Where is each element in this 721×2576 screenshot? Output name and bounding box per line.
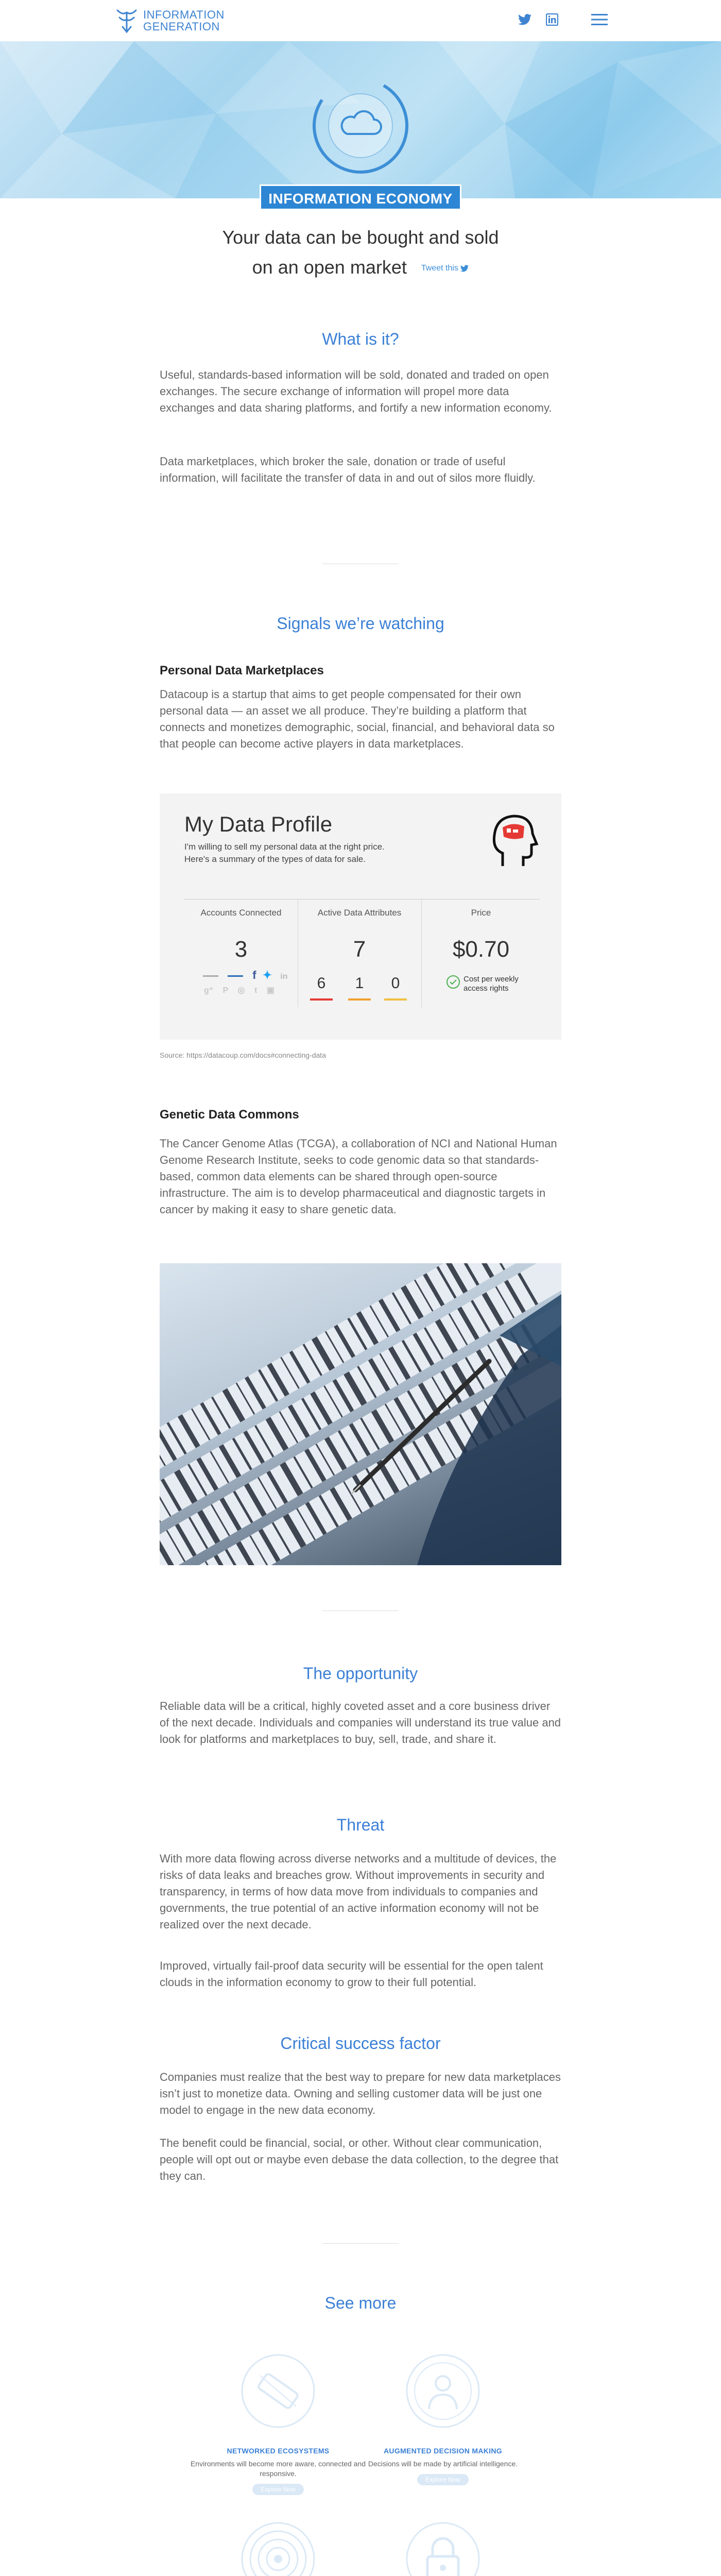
logo-mark-icon bbox=[114, 6, 139, 35]
connected-device-icon bbox=[239, 2352, 317, 2430]
csf-paragraph-1: Companies must realize that the best way to prepare for new data marketplaces isn’t just to monetize data. Owning and selling customer data will be just one model to engage in the new data economy. bbox=[160, 2071, 561, 2116]
price-label: Price bbox=[471, 908, 491, 918]
price-value: $0.70 bbox=[452, 937, 510, 962]
bank-icon bbox=[228, 975, 243, 977]
opportunity-heading: The opportunity bbox=[303, 1664, 418, 1683]
paypal-icon bbox=[203, 975, 218, 977]
twitter-icon[interactable] bbox=[518, 14, 531, 28]
what-paragraph-1: Useful, standards-based information will be sold, donated and traded on open exchanges. The secure exchange of information will propel more data exchanges and data sharing platforms, and fortify a new information economy. bbox=[160, 368, 552, 414]
facebook-icon: f bbox=[252, 969, 256, 981]
opportunity-paragraph: Reliable data will be a critical, highly coveted asset and a core business driver of the next decade. Individuals and companies will understand its true value and look for platforms and marketplaces to buy, sell, trade, and share it. bbox=[160, 1700, 561, 1745]
csf-heading: Critical success factor bbox=[280, 2034, 441, 2053]
tile-privacy-enhancing-tech[interactable] bbox=[350, 2520, 536, 2576]
card-title: My Data Profile bbox=[184, 812, 333, 836]
section-divider bbox=[322, 2243, 399, 2244]
pdm-paragraph: Datacoup is a startup that aims to get people compensated for their own personal data — an asset we all produce. They’re building a platform that connects and monetizes demographic, social, financial, and behavioral data so that people can become active players in data marketplaces. bbox=[160, 688, 555, 750]
twitter-icon bbox=[460, 265, 469, 272]
checkmark-circle-icon bbox=[446, 975, 460, 989]
threat-heading: Threat bbox=[336, 1816, 385, 1834]
linkedin-icon: in bbox=[280, 972, 288, 981]
tweet-this-link[interactable]: Tweet this bbox=[421, 253, 469, 283]
account-logos bbox=[203, 969, 287, 982]
tile-multi-sensory-communication[interactable] bbox=[185, 2520, 371, 2576]
top-nav bbox=[0, 0, 721, 41]
accounts-value: 3 bbox=[234, 937, 248, 962]
twitter-icon: ✦ bbox=[262, 969, 272, 981]
brand-logo[interactable] bbox=[114, 6, 225, 35]
hamburger-menu-icon[interactable] bbox=[591, 14, 608, 28]
gdc-paragraph: The Cancer Genome Atlas (TCGA), a collaboration of NCI and National Human Genome Research Institute, seeks to code genomic data so that standards-based, common data elements can be shared through open-source infrastructure. The aim is to develop pharmaceutical and diagnostic targets in cancer by making it easy to share genetic data. bbox=[160, 1137, 557, 1216]
linkedin-icon[interactable] bbox=[546, 13, 558, 28]
attributes-value: 7 bbox=[353, 937, 366, 962]
threat-paragraph-1: With more data flowing across diverse networks and a multitude of devices, the risks of data leaks and breaches grow. Without improvements in security and transparency, in terms of how data move from individuals to companies and governments, the true potential of an active information economy will not be realized over the next decade. bbox=[160, 1852, 557, 1931]
see-more-heading: See more bbox=[324, 2294, 397, 2312]
what-paragraph-2: Data marketplaces, which broker the sale, donation or trade of useful information, will facilitate the transfer of data in and out of silos more fluidly. bbox=[160, 455, 536, 484]
data-profile-card bbox=[160, 793, 561, 1040]
head-profile-icon bbox=[487, 812, 539, 869]
brand-name: INFORMATION GENERATION bbox=[143, 8, 225, 33]
price-note: Cost per weekly access rights bbox=[464, 975, 519, 993]
attribute-count-demographic: 6 bbox=[317, 975, 326, 992]
attribute-count-financial: 1 bbox=[355, 975, 364, 992]
what-is-it-heading: What is it? bbox=[322, 330, 399, 348]
hero-banner bbox=[0, 41, 721, 198]
gdc-title: Genetic Data Commons bbox=[160, 1108, 299, 1122]
padlock-icon bbox=[404, 2520, 482, 2576]
tile-networked-ecosystems[interactable]: NETWORKED ECOSYSTEMS Environments will become more aware, connected and responsive. Explore Now bbox=[185, 2352, 371, 2495]
dna-sequencing-photo bbox=[160, 1263, 561, 1565]
attribute-count-behavioral: 0 bbox=[391, 975, 400, 992]
more-accounts-icons bbox=[204, 985, 274, 995]
pdm-title: Personal Data Marketplaces bbox=[160, 664, 324, 677]
person-in-circle-icon bbox=[404, 2352, 482, 2430]
explore-button[interactable]: Explore Now bbox=[252, 2484, 304, 2495]
source-link[interactable]: Source: https://datacoup.com/docs#connecting-data bbox=[160, 1051, 326, 1059]
threat-paragraph-2: Improved, virtually fail-proof data security will be essential for the open talent clouds in the information economy to grow to their full potential. bbox=[160, 1959, 543, 1989]
csf-paragraph-2: The benefit could be financial, social, or other. Without clear communication, people will opt out or maybe even debase the data collection, to the degree that they can. bbox=[160, 2137, 559, 2182]
tumblr-icon: t bbox=[254, 986, 258, 995]
pinterest-icon: P bbox=[222, 986, 229, 995]
signals-heading: Signals we’re watching bbox=[277, 614, 444, 633]
accounts-label: Accounts Connected bbox=[200, 908, 282, 918]
page-title: Your data can be bought and sold on an open market Tweet this bbox=[0, 223, 721, 283]
instagram-icon: ◎ bbox=[237, 986, 245, 995]
gplus-icon: g⁺ bbox=[204, 986, 214, 995]
explore-button[interactable]: Explore Now bbox=[417, 2474, 469, 2485]
category-badge: INFORMATION ECONOMY bbox=[260, 184, 461, 210]
tile-augmented-decision-making[interactable]: AUGMENTED DECISION MAKING Decisions will be made by artificial intelligence. Explore Now bbox=[350, 2352, 536, 2485]
attributes-label: Active Data Attributes bbox=[317, 908, 402, 918]
concentric-circles-icon bbox=[239, 2520, 317, 2576]
card-description: I'm willing to sell my personal data at the right price. Here's a summary of the types of data for sale. bbox=[184, 842, 385, 864]
photo-icon: ▣ bbox=[266, 986, 274, 995]
cloud-icon bbox=[311, 76, 410, 175]
